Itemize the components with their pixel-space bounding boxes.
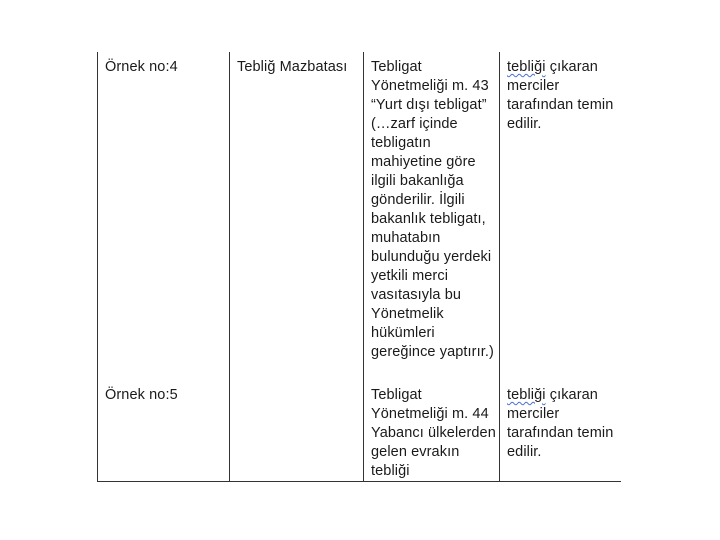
row-1-example-cell <box>105 58 178 77</box>
row-2-example: Örnek no:5 <box>105 387 178 403</box>
row-2-regulation-cell <box>371 386 499 481</box>
document-table <box>97 52 621 482</box>
row-1-regulation-cell <box>371 58 499 362</box>
row-1-document-cell <box>237 58 347 77</box>
row-2-regulation: Tebligat Yönetmeliği m. 44 Yabancı ülkelerden gelen evrakın tebliği <box>371 387 496 479</box>
table-border-bottom <box>97 481 621 482</box>
column-divider-3 <box>499 52 500 482</box>
table-border-left <box>97 52 98 482</box>
row-2-issuer-text: çıkaran merciler tarafından temin edilir. <box>507 387 614 460</box>
row-1-regulation: Tebligat Yönetmeliği m. 43 “Yurt dışı tebligat” (…zarf içinde tebligatın mahiyetine göre ilgili bakanlığa gönderilir. İlgili bakanlık tebligatı, muhatabın bulunduğu yerdeki yetkili merci vasıtasıyla bu Yönetmelik hükümleri gereğince yaptırır.) <box>371 59 494 360</box>
row-1-issuer-text: çıkaran merciler tarafından temin edilir. <box>507 59 614 132</box>
row-1-issuer-cell <box>507 58 621 134</box>
row-2-issuer-cell <box>507 386 621 462</box>
column-divider-2 <box>363 52 364 482</box>
row-1-document: Tebliğ Mazbatası <box>237 59 348 75</box>
row-1-issuer-keyword: tebliği <box>507 59 546 75</box>
column-divider-1 <box>229 52 230 482</box>
row-1-example: Örnek no:4 <box>105 59 178 75</box>
row-2-issuer-keyword: tebliği <box>507 387 546 403</box>
row-2-example-cell <box>105 386 178 405</box>
